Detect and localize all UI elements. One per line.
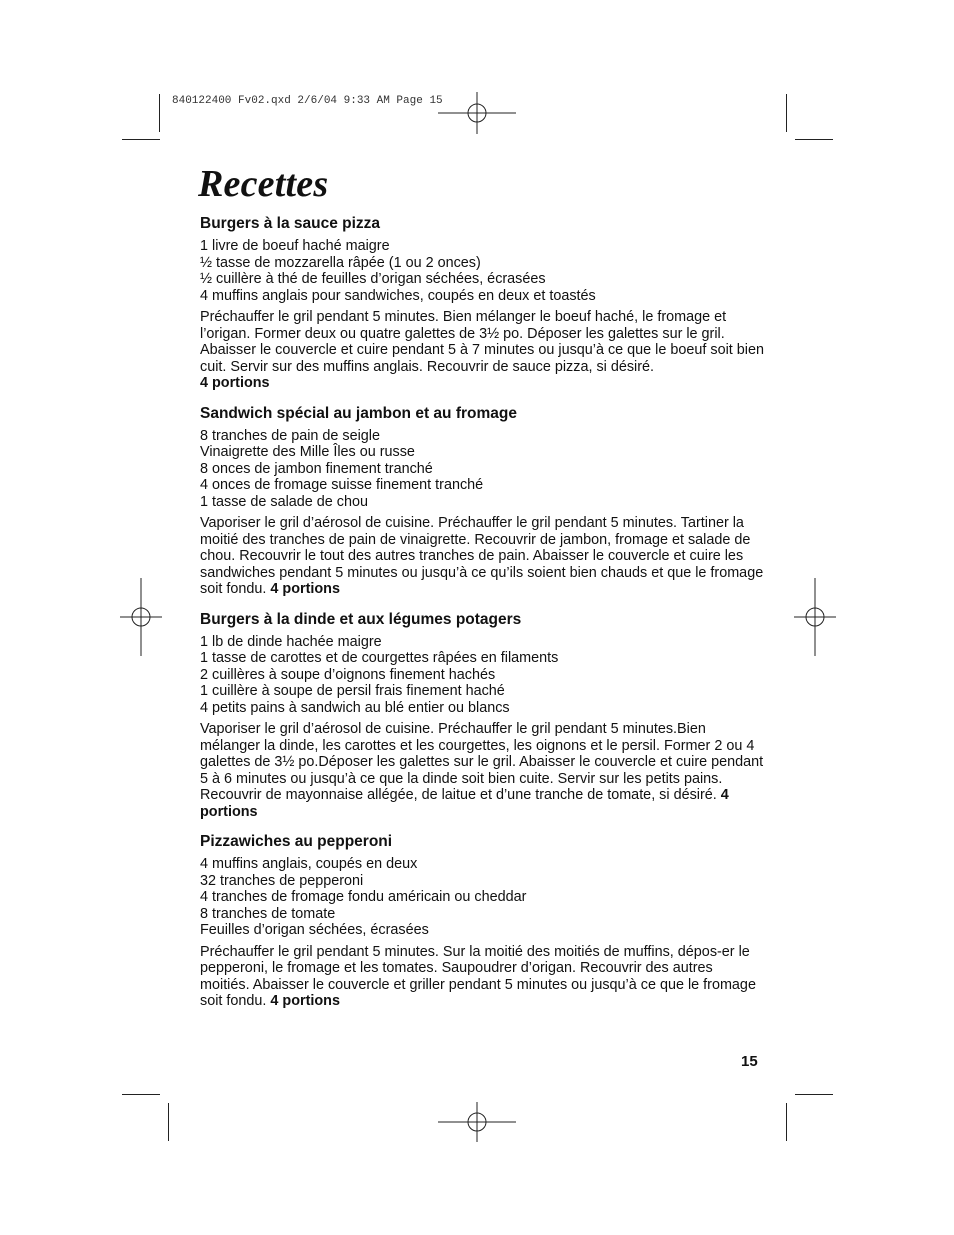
recipe-method (200, 944, 765, 1010)
servings: 4 portions (270, 993, 340, 1009)
ingredient-list (200, 428, 765, 511)
ingredient-item: 2 cuillères à soupe d’oignons finement hachés (200, 666, 496, 683)
recipe-method (200, 309, 765, 392)
recipe-title: Sandwich spécial au jambon et au fromage (200, 404, 517, 422)
ingredient-item: 1 tasse de carottes et de courgettes râpées en filaments (200, 650, 559, 666)
ingredient-item: 32 tranches de pepperoni (200, 872, 364, 889)
crop-mark-bottom-right-v (786, 1103, 787, 1141)
recipe-method (200, 515, 765, 598)
ingredient-item: 4 onces de fromage suisse finement tranché (200, 477, 484, 493)
ingredient-list (200, 856, 765, 939)
registration-mark-top-icon (438, 92, 516, 136)
ingredient-item: ½ cuillère à thé de feuilles d’origan séchées, écrasées (200, 271, 546, 287)
registration-mark-bottom-icon (438, 1102, 516, 1146)
recipe-title: Pizzawiches au pepperoni (200, 833, 393, 850)
registration-mark-left-icon (120, 578, 162, 656)
page-number: 15 (741, 1053, 758, 1070)
ingredient-item: ½ tasse de mozzarella râpée (1 ou 2 onces) (200, 254, 481, 271)
ingredient-item: 8 onces de jambon finement tranché (200, 460, 433, 477)
registration-mark-right-icon (794, 578, 836, 656)
servings: 4 portions (200, 375, 270, 391)
crop-mark-bottom-left-h (122, 1094, 160, 1095)
ingredient-item: 1 livre de boeuf haché maigre (200, 238, 390, 254)
ingredient-item: 4 tranches de fromage fondu américain ou cheddar (200, 889, 527, 905)
recipe-turkey-veggie-burgers (200, 610, 765, 821)
ingredient-item: Feuilles d’origan séchées, écrasées (200, 922, 429, 938)
recipe-list (200, 214, 765, 1022)
method-text: Préchauffer le gril pendant 5 minutes. Bien mélanger le boeuf haché, le fromage et l’origan. Former deux ou quatre galettes de 3½ po. Déposer les galettes sur le gril. Abaisser le couvercle et cuire pendant 5 à 7 minutes ou jusqu’à ce que le boeuf soit bien cuit. Servir sur des muffins anglais. Recouvrir de sauce pizza, si désiré. (200, 309, 764, 375)
ingredient-item: 1 tasse de salade de chou (200, 493, 369, 510)
recipe-pepperoni-pizzawiches (200, 832, 765, 1010)
recipe-title: Burgers à la sauce pizza (200, 215, 381, 232)
file-slug: 840122400 Fv02.qxd 2/6/04 9:33 AM Page 15 (172, 95, 443, 107)
ingredient-item: 4 muffins anglais, coupés en deux (200, 856, 418, 872)
crop-mark-top-left-v (159, 94, 160, 132)
recipe-ham-cheese-sandwich (200, 404, 765, 598)
method-text: Vaporiser le gril d’aérosol de cuisine. Préchauffer le gril pendant 5 minutes.Bien mélanger la dinde, les carottes et les courgettes, les oignons et le persil. Former 2 ou 4 galettes de 3½ po.Déposer les galettes sur le gril. Abaisser le couvercle et cuire pendant 5 à 6 minutes ou jusqu’à ce que la dinde soit bien cuite. Servir sur les petits pains. Recouvrir de mayonnaise allégée, de laitue et d’une tranche de tomate, si désiré. (200, 721, 764, 803)
ingredient-item: 8 tranches de pain de seigle (200, 427, 381, 444)
ingredient-item: Vinaigrette des Mille Îles ou russe (200, 444, 415, 460)
crop-mark-bottom-left-v (168, 1103, 169, 1141)
ingredient-item: 8 tranches de tomate (200, 905, 336, 922)
crop-mark-top-right-h (795, 139, 833, 140)
ingredient-list (200, 634, 765, 717)
ingredient-item: 4 petits pains à sandwich au blé entier ou blancs (200, 699, 510, 716)
ingredient-list (200, 238, 765, 304)
method-text: Préchauffer le gril pendant 5 minutes. Sur la moitié des moitiés de muffins, dépos-er le pepperoni, le fromage et les tomates. Saupoudrer d’origan. Recouvrir des autres moitiés. Abaisser le couvercle et griller pendant 5 minutes ou jusqu’à ce que le fromage soit fondu. (200, 943, 756, 1009)
recipe-title: Burgers à la dinde et aux légumes potagers (200, 610, 522, 628)
recipe-pizza-burgers (200, 214, 765, 392)
ingredient-item: 1 cuillère à soupe de persil frais finement haché (200, 683, 505, 699)
crop-mark-top-left-h (122, 139, 160, 140)
crop-mark-bottom-right-h (795, 1094, 833, 1095)
ingredient-item: 1 lb de dinde hachée maigre (200, 633, 382, 650)
servings: 4 portions (200, 787, 729, 820)
recipe-method (200, 721, 765, 820)
servings: 4 portions (270, 581, 340, 597)
page-title: Recettes (198, 163, 329, 205)
crop-mark-top-right-v (786, 94, 787, 132)
method-text: Vaporiser le gril d’aérosol de cuisine. Préchauffer le gril pendant 5 minutes. Tartiner la moitié des tranches de pain de vinaigrette. Recouvrir de jambon, fromage et salade de chou. Recouvrir le tout des autres tranches de pain. Abaisser le couvercle et cuire les sandwiches pendant 5 minutes ou jusqu’à ce qu’ils soient bien chauds et que le fromage soit fondu. (200, 515, 764, 597)
ingredient-item: 4 muffins anglais pour sandwiches, coupés en deux et toastés (200, 287, 596, 304)
